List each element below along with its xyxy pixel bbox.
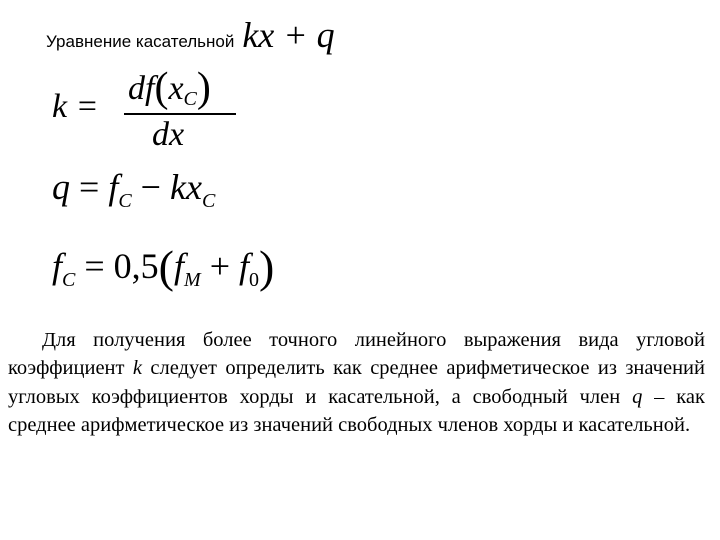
q-equals: = [70, 167, 109, 207]
formula-k [50, 66, 250, 156]
plus-sign: + [200, 246, 239, 286]
fc-left-paren: ( [158, 241, 174, 292]
formula-k-denominator: dx [152, 116, 185, 153]
fc-subscript: C [118, 190, 132, 212]
paragraph-part-3: – как среднее арифметическое из значений свободных членов хорды и касательной. [8, 385, 705, 436]
fc-lhs-subscript: C [62, 269, 76, 291]
numerator-x-subscript: C [183, 88, 197, 110]
numerator-df: df [128, 70, 155, 107]
fc-right-paren: ) [259, 241, 275, 292]
kx-symbol: kx [169, 167, 202, 207]
numerator-x: x [168, 70, 184, 107]
tangent-equation-heading [46, 14, 335, 55]
fc-symbol: f [108, 167, 119, 207]
paragraph-part-2: следует определить как среднее арифметическое из значений угловых коэффициентов хорды и касательной, а свободный член [8, 357, 705, 408]
numerator-left-paren: ( [154, 65, 169, 111]
formula-q [52, 166, 215, 213]
fraction-bar [124, 113, 236, 115]
q-symbol: q [52, 167, 70, 207]
tangent-expression: kx + q [242, 15, 335, 55]
paragraph-q: q [632, 385, 643, 408]
fm-symbol: f [174, 246, 185, 286]
formula-k-numerator [128, 64, 211, 112]
kx-subscript: C [201, 190, 216, 212]
f0-symbol: f [239, 246, 250, 286]
heading-label: Уравнение касательной [46, 32, 235, 51]
minus-sign: − [131, 167, 170, 207]
f0-subscript: 0 [249, 269, 260, 291]
fc-lhs-symbol: f [52, 246, 63, 286]
paragraph-part-1: Для получения более точного линейного выражения вида угловой коэффициент [8, 328, 705, 379]
paragraph-k: k [132, 357, 142, 379]
fc-equals-coefficient: = 0,5 [75, 246, 159, 286]
fm-subscript: M [184, 269, 201, 291]
numerator-right-paren: ) [196, 65, 211, 111]
explanation-paragraph [8, 326, 705, 440]
formula-k-fraction [122, 66, 250, 156]
formula-fc [52, 240, 274, 293]
formula-k-lhs: k = [52, 88, 99, 125]
